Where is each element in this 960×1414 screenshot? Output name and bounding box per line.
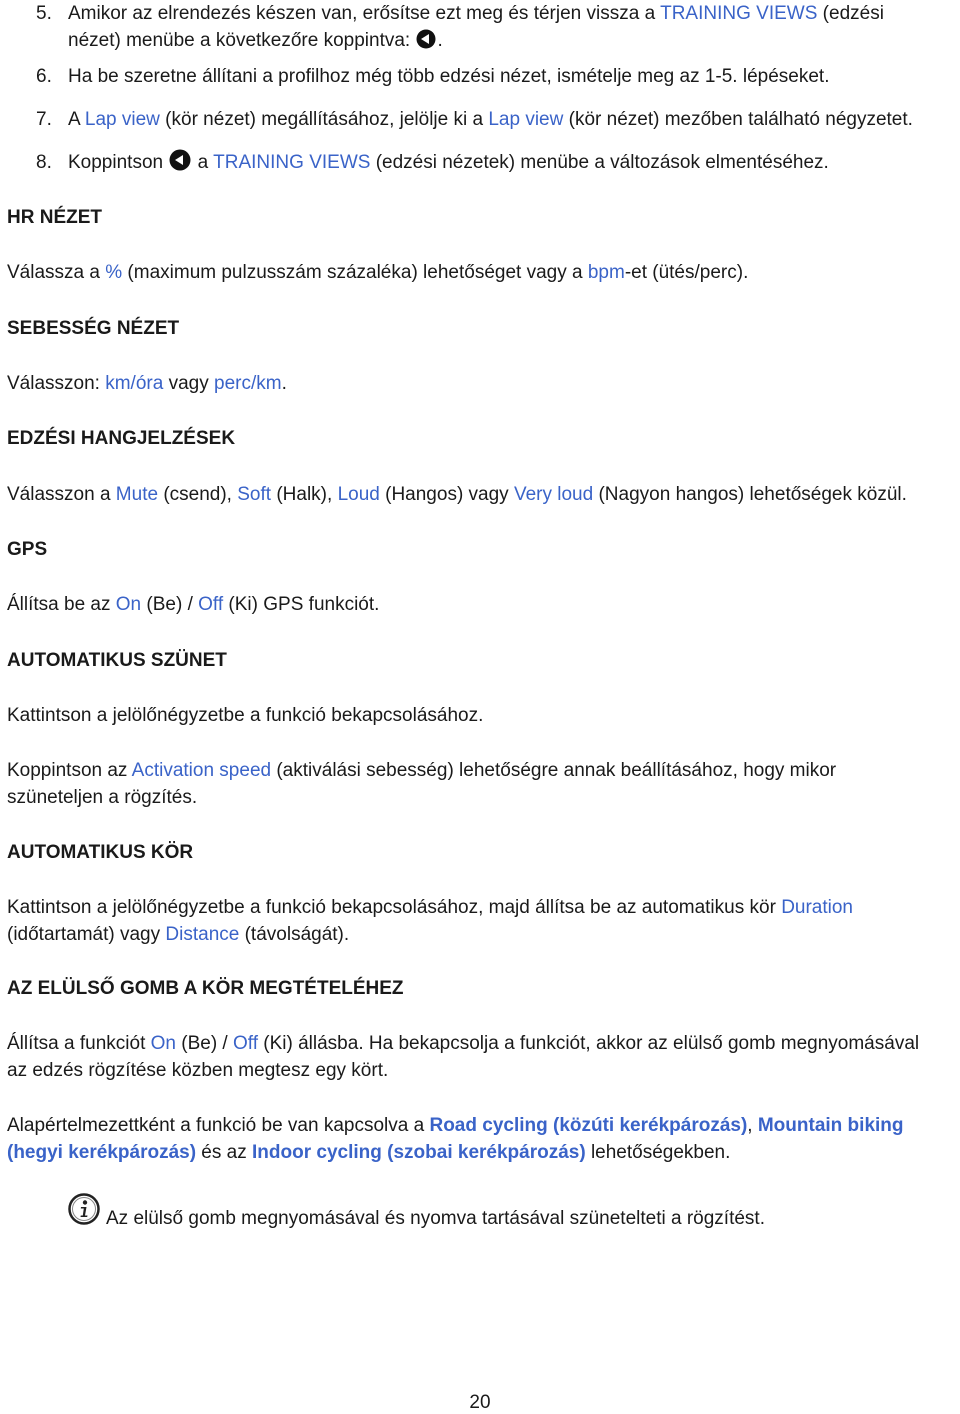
sound-text: Válasszon a Mute (csend), Soft (Halk), Loud (Hangos) vagy Very loud (Nagyon hangos) lehetőségek közül. [7, 484, 907, 505]
back-arrow-icon [415, 29, 437, 57]
auto-lap-text: Kattintson a jelölőnégyzetbe a funkció bekapcsolásához, majd állítsa be az automatikus kör Duration (időtartamát) vagy Distance (távolságát). [7, 897, 854, 945]
step-text: Ha be szeretne állítani a profilhoz még több edzési nézet, ismételje meg az 1-5. lépéseket. [68, 66, 830, 87]
section-heading-auto-pause: AUTOMATIKUS SZÜNET [7, 650, 227, 671]
section-heading-speed-view: SEBESSÉG NÉZET [7, 318, 180, 339]
hr-view-text: Válassza a % (maximum pulzusszám százaléka) lehetőséget vagy a bpm-et (ütés/perc). [7, 262, 749, 283]
front-button-text-2: Alapértelmezettként a funkció be van kapcsolva a Road cycling (közúti kerékpározás), Mountain biking (hegyi kerékpározás) és az Indoor cycling (szobai kerékpározás) lehetőségekben. [7, 1115, 904, 1163]
front-button-text-1: Állítsa a funkciót On (Be) / Off (Ki) állásba. Ha bekapcsolja a funkciót, akkor az elülső gomb megnyomásával az edzés rögzítése közben megtesz egy kört. [7, 1033, 920, 1081]
step-number: 7. [36, 109, 52, 130]
section-heading-front-button: AZ ELÜLSŐ GOMB A KÖR MEGTÉTELÉHEZ [7, 978, 404, 999]
auto-pause-text-1: Kattintson a jelölőnégyzetbe a funkció bekapcsolásához. [7, 705, 484, 726]
gps-text: Állítsa be az On (Be) / Off (Ki) GPS funkciót. [7, 594, 380, 615]
step-number: 6. [36, 66, 52, 87]
step-text: A Lap view (kör nézet) megállításához, jelölje ki a Lap view (kör nézet) mezőben található négyzetet. [68, 109, 913, 130]
page-number: 20 [469, 1392, 491, 1413]
section-heading-auto-lap: AUTOMATIKUS KÖR [7, 842, 194, 863]
info-icon [68, 1193, 100, 1231]
step-text: Koppintson a TRAINING VIEWS (edzési nézetek) menübe a változások elmentéséhez. [68, 149, 956, 179]
section-heading-hr-view: HR NÉZET [7, 207, 102, 228]
section-heading-gps: GPS [7, 539, 48, 560]
section-heading-sound: EDZÉSI HANGJELZÉSEK [7, 428, 236, 449]
back-arrow-icon [168, 149, 192, 179]
step-number: 8. [36, 152, 52, 173]
step-text: Amikor az elrendezés készen van, erősítse ezt meg és térjen vissza a TRAINING VIEWS (edzési nézet) menübe a következőre koppintva: . [68, 0, 956, 57]
note-text: Az elülső gomb megnyomásával és nyomva tartásával szünetelteti a rögzítést. [106, 1208, 765, 1229]
step-number: 5. [36, 3, 52, 24]
speed-view-text: Válasszon: km/óra vagy perc/km. [7, 373, 287, 394]
auto-pause-text-2: Koppintson az Activation speed (aktiválási sebesség) lehetőségre annak beállításához, hogy mikor szüneteljen a rögzítés. [7, 760, 837, 808]
